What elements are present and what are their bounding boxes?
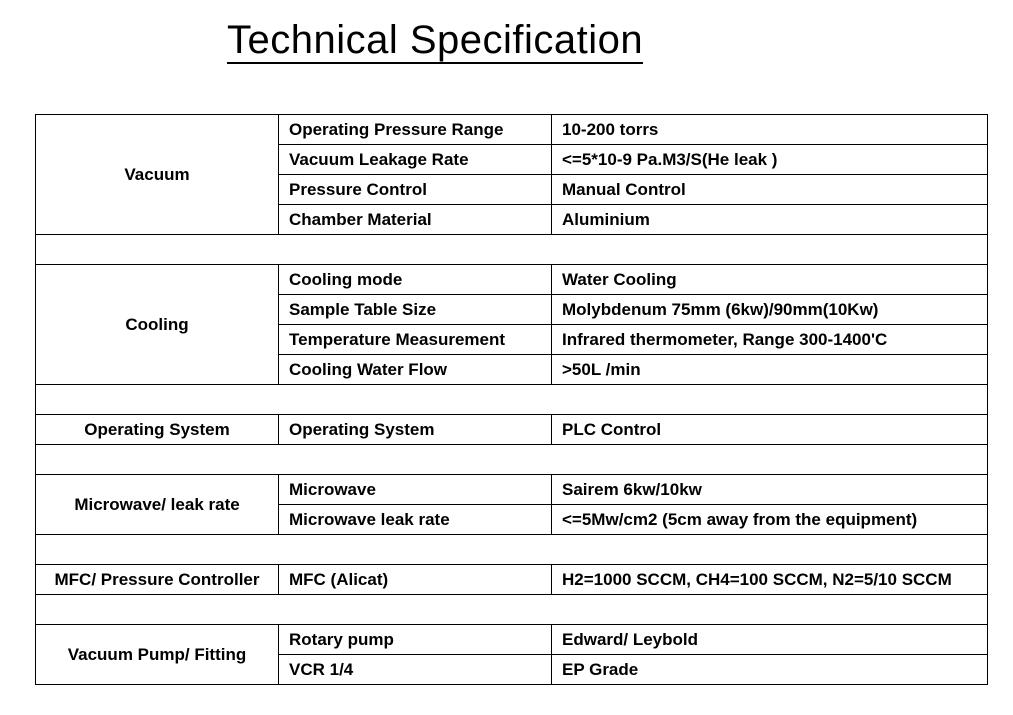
parameter-cell: Rotary pump [279,625,552,655]
value-cell: <=5*10-9 Pa.M3/S(He leak ) [552,145,988,175]
value-cell: >50L /min [552,355,988,385]
parameter-cell: Vacuum Leakage Rate [279,145,552,175]
parameter-cell: Sample Table Size [279,295,552,325]
category-cell: Vacuum [36,115,279,235]
table-row [36,625,988,655]
separator-row [36,235,988,265]
table-row [36,565,988,595]
value-cell: H2=1000 SCCM, CH4=100 SCCM, N2=5/10 SCCM [552,565,988,595]
value-cell: Infrared thermometer, Range 300-1400'C [552,325,988,355]
value-cell: EP Grade [552,655,988,685]
category-cell: MFC/ Pressure Controller [36,565,279,595]
value-cell: PLC Control [552,415,988,445]
separator-cell [36,235,988,265]
parameter-cell: Chamber Material [279,205,552,235]
value-cell: Manual Control [552,175,988,205]
separator-cell [36,595,988,625]
table-row [36,475,988,505]
parameter-cell: Operating Pressure Range [279,115,552,145]
parameter-cell: MFC (Alicat) [279,565,552,595]
table-row [36,115,988,145]
value-cell: Sairem 6kw/10kw [552,475,988,505]
parameter-cell: Pressure Control [279,175,552,205]
separator-row [36,385,988,415]
separator-cell [36,385,988,415]
value-cell: Aluminium [552,205,988,235]
separator-cell [36,445,988,475]
category-cell: Vacuum Pump/ Fitting [36,625,279,685]
parameter-cell: Cooling Water Flow [279,355,552,385]
parameter-cell: Operating System [279,415,552,445]
separator-row [36,445,988,475]
category-cell: Cooling [36,265,279,385]
value-cell: Molybdenum 75mm (6kw)/90mm(10Kw) [552,295,988,325]
separator-row [36,595,988,625]
page-title: Technical Specification [227,14,643,64]
value-cell: Edward/ Leybold [552,625,988,655]
table-row [36,265,988,295]
parameter-cell: VCR 1/4 [279,655,552,685]
value-cell: 10-200 torrs [552,115,988,145]
value-cell: Water Cooling [552,265,988,295]
parameter-cell: Cooling mode [279,265,552,295]
separator-row [36,535,988,565]
parameter-cell: Microwave leak rate [279,505,552,535]
parameter-cell: Temperature Measurement [279,325,552,355]
parameter-cell: Microwave [279,475,552,505]
value-cell: <=5Mw/cm2 (5cm away from the equipment) [552,505,988,535]
separator-cell [36,535,988,565]
spec-table [35,114,988,685]
table-row [36,415,988,445]
category-cell: Microwave/ leak rate [36,475,279,535]
category-cell: Operating System [36,415,279,445]
